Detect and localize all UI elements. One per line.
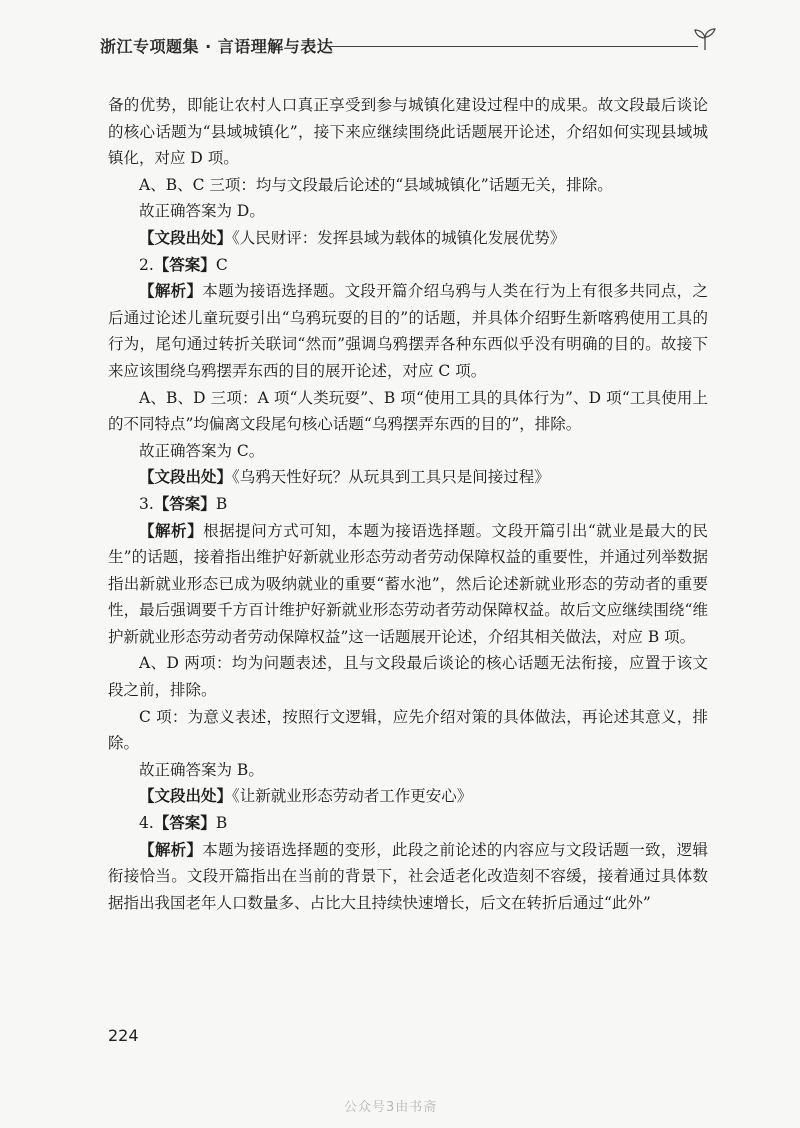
answer-tag: 【答案】 [153, 255, 216, 274]
answer-line [108, 252, 708, 279]
analysis-tag: 【解析】 [139, 521, 204, 540]
paragraph: 故正确答案为 C。 [139, 441, 265, 460]
paragraph: 故正确答案为 D。 [139, 202, 265, 221]
analysis-paragraph: 【解析】本题为接语选择题的变形，此段之前论述的内容应与文段话题一致，逻辑衔接恰当。文段开篇指出在当前的背景下，社会适老化改造刻不容缓，接着通过具体数据指出我国老年人口数量多、占比大且持续快速增长，后文在转折后通过“此外” [108, 840, 708, 912]
paragraph: A、D 两项：均为问题表述，且与文段最后谈论的核心话题无法衔接，应置于该文段之前，排除。 [108, 654, 708, 700]
source-citation: 【文段出处】《人民财评：发挥县域为载体的城镇化发展优势》 [139, 228, 566, 247]
running-header [100, 34, 720, 64]
analysis-paragraph: 【解析】本题为接语选择题。文段开篇介绍乌鸦与人类在行为上有很多共同点，之后通过论述儿童玩耍引出“乌鸦玩耍的目的”的话题，并具体介绍野生新喀鸦使用工具的行为，尾句通过转折关联词“然而”强调乌鸦摆弄各种东西似乎没有明确的目的。故接下来应该围绕乌鸦摆弄东西的目的展开论述，对应 C 项。 [108, 282, 708, 380]
header-rule [328, 46, 698, 47]
question-number: 3. [139, 494, 154, 513]
page-number: 224 [108, 1026, 139, 1045]
sprout-icon [692, 26, 718, 52]
answer-value: B [215, 814, 228, 833]
answer-tag: 【答案】 [153, 814, 216, 833]
answer-line [108, 491, 708, 518]
answer-value: C [215, 255, 228, 274]
question-number: 2. [139, 255, 154, 274]
analysis-paragraph: 【解析】根据提问方式可知，本题为接语选择题。文段开篇引出“就业是最大的民生”的话题，接着指出维护好新就业形态劳动者劳动保障权益的重要性，并通过列举数据指出新就业形态已成为吸纳就业的重要“蓄水池”，然后论述新就业形态的劳动者的重要性，最后强调要千方百计维护好新就业形态劳动者劳动保障权益。故后文应继续围绕“维护新就业形态劳动者劳动保障权益”这一话题展开论述，介绍其相关做法，对应 B 项。 [108, 521, 708, 646]
answer-tag: 【答案】 [153, 494, 216, 513]
body-text [108, 92, 708, 916]
watermark: 公众号3由书斋 [344, 1100, 438, 1115]
paragraph: 故正确答案为 B。 [139, 760, 264, 779]
source-citation: 【文段出处】《让新就业形态劳动者工作更安心》 [139, 787, 473, 806]
source-tag: 【文段出处】 [139, 228, 233, 247]
source-citation: 【文段出处】《乌鸦天性好玩？从玩具到工具只是间接过程》 [139, 468, 550, 487]
answer-line [108, 810, 708, 837]
question-number: 4. [139, 814, 154, 833]
source-tag: 【文段出处】 [139, 787, 233, 806]
paragraph: 备的优势，即能让农村人口真正享受到参与城镇化建设过程中的成果。故文段最后谈论的核心话题为“县域城镇化”，接下来应继续围绕此话题展开论述，介绍如何实现县域城镇化，对应 D 项。 [108, 96, 708, 168]
paragraph: C 项：为意义表述，按照行文逻辑，应先介绍对策的具体做法，再论述其意义，排除。 [108, 707, 708, 753]
source-tag: 【文段出处】 [139, 468, 233, 487]
analysis-tag: 【解析】 [139, 282, 203, 301]
header-title: 浙江专项题集 · 言语理解与表达 [100, 37, 334, 56]
paragraph: A、B、D 三项：A 项“人类玩耍”、B 项“使用工具的具体行为”、D 项“工具使用上的不同特点”均偏离文段尾句核心话题“乌鸦摆弄东西的目的”，排除。 [108, 388, 708, 434]
answer-value: B [215, 494, 228, 513]
paragraph: A、B、C 三项：均与文段最后论述的“县域城镇化”话题无关，排除。 [139, 175, 613, 194]
analysis-tag: 【解析】 [139, 840, 203, 859]
